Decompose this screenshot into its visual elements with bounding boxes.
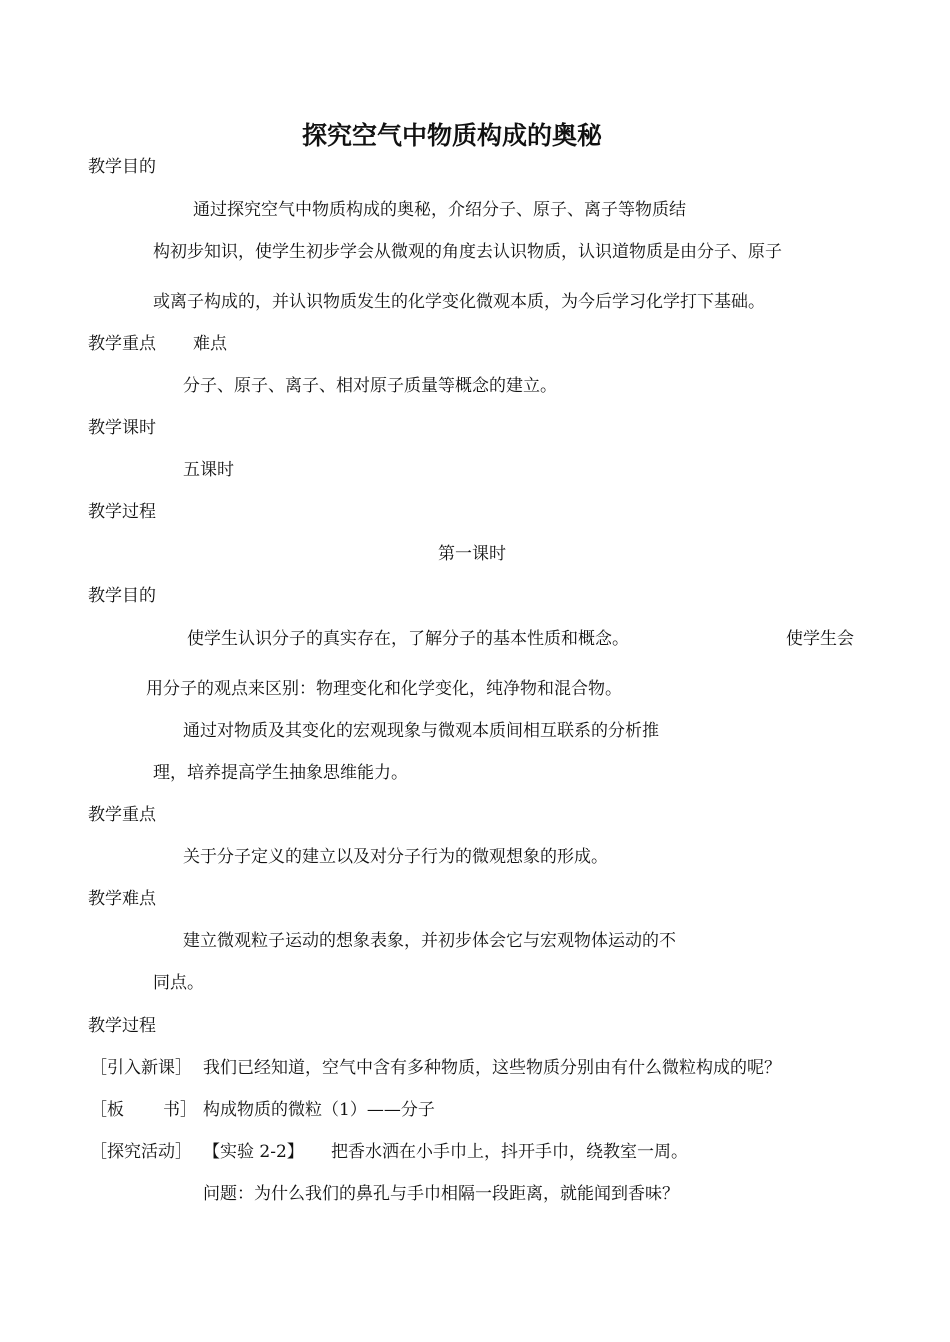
explore-text: 把香水洒在小手巾上，抖开手巾，绕教室一周。: [331, 1142, 688, 1162]
explore-tag: ［探究活动］: [90, 1142, 192, 1162]
paragraph-line: 使学生会: [786, 629, 854, 649]
paragraph-line: 五课时: [183, 460, 234, 480]
question-text: 问题：为什么我们的鼻孔与手巾相隔一段距离，就能闻到香味？: [203, 1184, 679, 1204]
paragraph-line: 通过对物质及其变化的宏观现象与微观本质间相互联系的分析推: [183, 721, 659, 741]
board-tag-left: ［板: [90, 1100, 124, 1120]
section-heading-objectives: 教学目的: [88, 586, 156, 606]
paragraph-line: 关于分子定义的建立以及对分子行为的微观想象的形成。: [183, 847, 608, 867]
section-heading-key-points: 教学重点: [88, 805, 156, 825]
section-heading-difficulty: 难点: [193, 334, 227, 354]
section-heading-key-points: 教学重点: [88, 334, 156, 354]
section-heading-process: 教学过程: [88, 502, 156, 522]
document-title: 探究空气中物质构成的奥秘: [302, 121, 603, 150]
board-text: 构成物质的微粒（1）——分子: [203, 1100, 435, 1120]
intro-text: 我们已经知道，空气中含有多种物质，这些物质分别由有什么微粒构成的呢？: [203, 1058, 781, 1078]
paragraph-line: 或离子构成的，并认识物质发生的化学变化微观本质，为今后学习化学打下基础。: [153, 292, 765, 312]
section-heading-objectives: 教学目的: [88, 157, 156, 177]
section-heading-periods: 教学课时: [88, 418, 156, 438]
lesson-title: 第一课时: [438, 544, 506, 564]
experiment-label: 【实验 2-2】: [203, 1142, 304, 1162]
paragraph-line: 通过探究空气中物质构成的奥秘，介绍分子、原子、离子等物质结: [193, 200, 686, 220]
paragraph-line: 分子、原子、离子、相对原子质量等概念的建立。: [183, 376, 557, 396]
intro-tag: ［引入新课］: [90, 1058, 192, 1078]
paragraph-line: 使学生认识分子的真实存在，了解分子的基本性质和概念。: [187, 629, 629, 649]
section-heading-process: 教学过程: [88, 1016, 156, 1036]
section-heading-difficulty: 教学难点: [88, 889, 156, 909]
paragraph-line: 理，培养提高学生抽象思维能力。: [153, 763, 408, 783]
paragraph-line: 同点。: [153, 973, 204, 993]
paragraph-line: 建立微观粒子运动的想象表象，并初步体会它与宏观物体运动的不: [183, 931, 676, 951]
board-tag-right: 书］: [163, 1100, 197, 1120]
paragraph-line: 用分子的观点来区别：物理变化和化学变化，纯净物和混合物。: [146, 679, 622, 699]
paragraph-line: 构初步知识，使学生初步学会从微观的角度去认识物质，认识道物质是由分子、原子: [153, 242, 782, 262]
